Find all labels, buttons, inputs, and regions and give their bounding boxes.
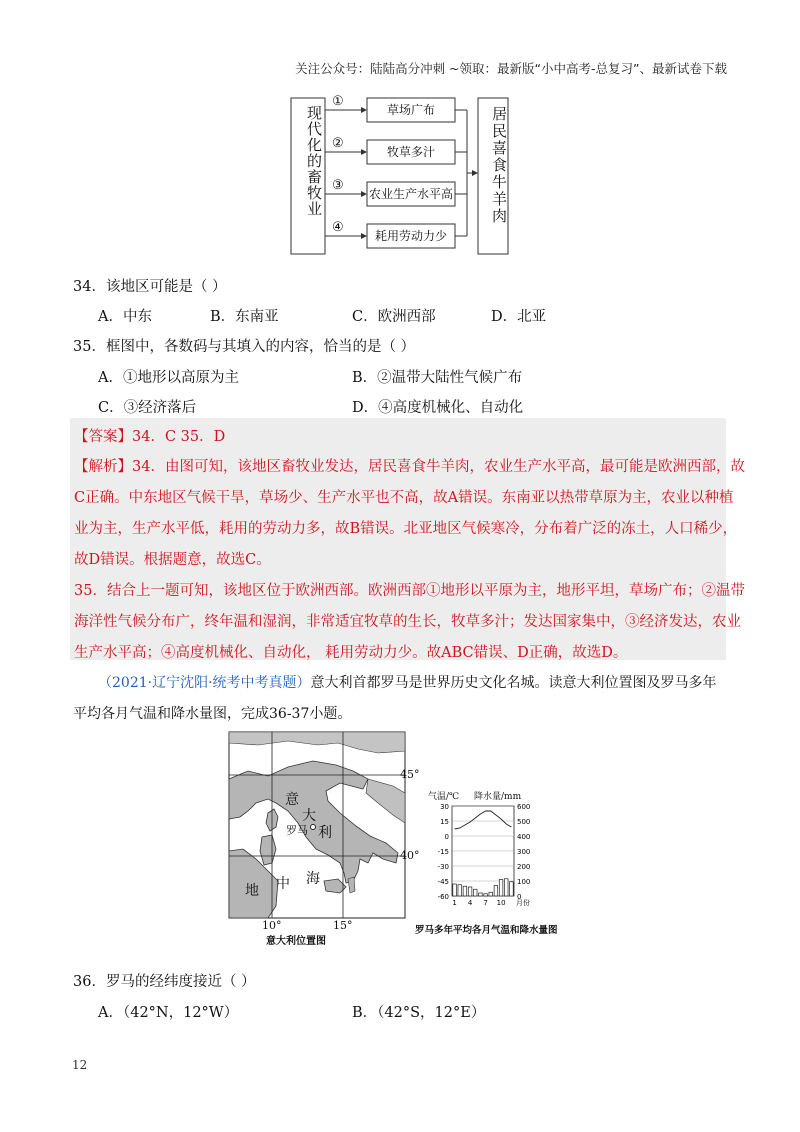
precipitation-bar	[489, 892, 493, 896]
chart-x-tick-label: 1	[452, 899, 457, 907]
intro-text-2: 平均各月气温和降水量图，完成36-37小题。	[73, 706, 352, 722]
flow-num-3: ③	[332, 178, 344, 193]
q35-option-c: C．③经济落后	[98, 400, 197, 416]
precipitation-bar	[499, 880, 503, 897]
explanation-line: 35．结合上一题可知，该地区位于欧洲西部。欧洲西部①地形以平原为主，地形平坦，草场广布；②温带	[74, 583, 745, 599]
chart-x-tick-label: 7	[483, 899, 488, 907]
map-label-hai: 海	[306, 871, 320, 887]
q36-option-b: B．（42°S，12°E）	[352, 1005, 486, 1021]
question-36-stem: 36．罗马的经纬度接近（ ）	[73, 974, 256, 990]
q36-option-a: A．（42°N，12°W）	[98, 1005, 239, 1021]
map-label-da: 大	[302, 808, 316, 824]
precipitation-bar	[494, 886, 498, 897]
chart-x-axis-label: 月份	[516, 899, 530, 907]
precipitation-bar	[463, 886, 467, 896]
flow-item-4: 耗用劳动力少	[374, 229, 447, 243]
explanation-line: 生产水平高；④高度机械化、自动化， 耗用劳动力少。故ABC错误、D正确，故选D。	[74, 645, 628, 661]
chart-caption: 罗马多年平均各月气温和降水量图	[415, 925, 558, 936]
intro-text-1: 意大利首都罗马是世界历史文化名城。读意大利位置图及罗马多年	[310, 675, 717, 691]
map-label-zhong: 中	[276, 876, 290, 892]
chart-x-tick-label: 4	[467, 899, 473, 907]
chart-left-axis-title: 气温/℃	[428, 792, 460, 802]
flow-left-label: 现代化的畜牧业	[305, 105, 323, 217]
q34-option-c: C．欧洲西部	[352, 309, 436, 325]
chart-left-tick-label: -30	[437, 863, 449, 871]
chart-left-tick-label: 30	[440, 803, 449, 811]
q35-option-b: B．②温带大陆性气候广布	[352, 370, 523, 386]
temperature-line	[455, 811, 512, 829]
map-city-rome: 罗马	[286, 824, 308, 837]
rome-climate-chart	[410, 798, 550, 918]
precipitation-bar	[510, 882, 514, 896]
chart-right-tick-label: 400	[517, 833, 531, 841]
flow-num-4: ④	[332, 220, 344, 235]
chart-left-tick-label: -60	[437, 893, 449, 901]
question-35-stem: 35．框图中，各数码与其填入的内容，恰当的是（ ）	[73, 339, 416, 355]
map-label-yi: 意	[285, 792, 299, 808]
chart-right-tick-label: 200	[517, 863, 531, 871]
precipitation-bar	[479, 893, 483, 896]
chart-left-tick-label: -15	[437, 848, 449, 856]
flow-item-1: 草场广布	[386, 103, 435, 117]
explanation-line: 故D错误。根据题意，故选C。	[74, 552, 271, 568]
chart-x-tick-label: 10	[496, 899, 506, 907]
precipitation-bar	[453, 884, 457, 896]
chart-right-tick-label: 0	[517, 893, 522, 901]
explanation-line: 【解析】34．由图可知，该地区畜牧业发达，居民喜食牛羊肉，农业生产水平高，最可能是欧洲西部，故	[74, 459, 745, 475]
lat-label-45: 45°	[400, 768, 420, 781]
chart-left-tick-label: 15	[440, 818, 449, 826]
explanation-line: 业为主，生产水平低，耗用的劳动力多，故B错误。北亚地区气候寒冷，分布着广泛的冻土，人口稀少，	[74, 521, 738, 537]
flow-item-3: 农业生产水平高	[368, 187, 453, 201]
flow-right-label: 居民喜食牛羊肉	[490, 106, 508, 225]
q34-option-d: D．北亚	[491, 309, 547, 325]
lat-label-40: 40°	[400, 849, 420, 862]
chart-left-tick-label: 0	[444, 833, 449, 841]
q35-option-a: A．①地形以高原为主	[98, 370, 239, 386]
question-source: （2021·辽宁沈阳·统考中考真题）	[98, 675, 311, 691]
explanation-line: C正确。中东地区气候干旱，草场少、生产水平也不高，故A错误。东南亚以热带草原为主，农业以种植	[74, 490, 734, 506]
precipitation-bar	[468, 887, 472, 896]
q35-option-d: D．④高度机械化、自动化	[352, 400, 524, 416]
chart-left-tick-label: -45	[437, 878, 449, 886]
precipitation-bar	[484, 894, 488, 896]
precipitation-bar	[473, 889, 477, 896]
answer-line: 【答案】34．C 35．D	[74, 429, 226, 445]
flow-num-1: ①	[332, 94, 344, 109]
chart-right-tick-label: 600	[517, 803, 531, 811]
precipitation-bar	[504, 879, 508, 896]
lon-label-10: 10°	[262, 919, 282, 932]
map-label-di: 地	[245, 883, 259, 899]
page-header-note: 关注公众号：陆陆高分冲刺 ~领取：最新版“小中高考-总复习”、最新试卷下载	[295, 61, 727, 76]
page-number: 12	[72, 1058, 88, 1072]
precipitation-bar	[458, 885, 462, 896]
q34-option-a: A．中东	[98, 309, 152, 325]
flow-item-2: 牧草多汁	[386, 145, 435, 159]
chart-right-tick-label: 100	[517, 878, 531, 886]
chart-right-tick-label: 300	[517, 848, 531, 856]
question-34-stem: 34．该地区可能是（ ）	[73, 279, 227, 295]
flow-num-2: ②	[332, 136, 344, 151]
chart-right-tick-label: 500	[517, 818, 531, 826]
chart-right-axis-title: 降水量/mm	[474, 792, 522, 802]
map-label-li: 利	[318, 825, 332, 841]
q34-option-b: B．东南亚	[210, 309, 279, 325]
lon-label-15: 15°	[333, 919, 353, 932]
explanation-line: 海洋性气候分布广，终年温和湿润，非常适宜牧草的生长，牧草多汁；发达国家集中，③经济发达，农业	[74, 614, 741, 630]
map-caption: 意大利位置图	[266, 936, 326, 947]
intro-paragraph-line1	[98, 672, 717, 692]
